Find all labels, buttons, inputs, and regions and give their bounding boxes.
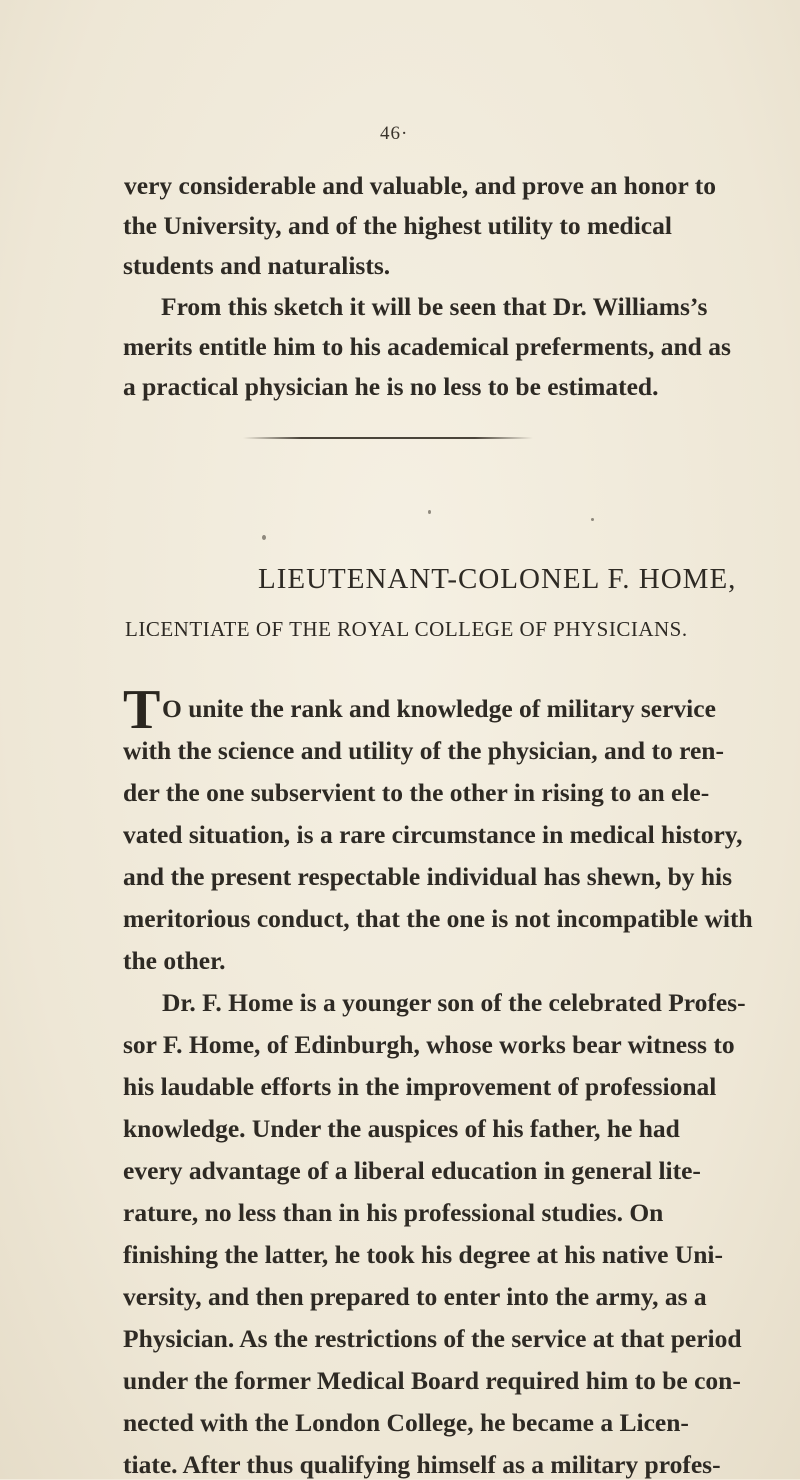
- text-line: der the one subservient to the other in rising to an ele-: [123, 778, 710, 807]
- text-line: sor F. Home, of Edinburgh, whose works bear witness to: [123, 1030, 735, 1059]
- text-line: his laudable efforts in the improvement of professional: [123, 1072, 717, 1101]
- text-line: students and naturalists.: [123, 251, 391, 280]
- text-line: nected with the London College, he became a Licen-: [123, 1408, 689, 1437]
- ink-speck: [428, 510, 431, 514]
- text-line: meritorious conduct, that the one is not incompatible with: [123, 904, 753, 933]
- ink-speck: [262, 535, 266, 540]
- section-subtitle: LICENTIATE OF THE ROYAL COLLEGE OF PHYSICIANS.: [125, 617, 688, 641]
- text-line: every advantage of a liberal education in general lite-: [123, 1156, 701, 1185]
- text-line: merits entitle him to his academical preferments, and as: [123, 332, 731, 361]
- section-divider-rule: [243, 437, 533, 439]
- text-line: rature, no less than in his professional studies. On: [123, 1198, 664, 1227]
- text-line: very considerable and valuable, and prove an honor to: [124, 171, 717, 200]
- text-line: Physician. As the restrictions of the service at that period: [123, 1324, 742, 1353]
- text-line: with the science and utility of the physician, and to ren-: [123, 736, 724, 765]
- text-line: versity, and then prepared to enter into the army, as a: [123, 1282, 707, 1311]
- text-line: a practical physician he is no less to be estimated.: [123, 372, 659, 401]
- text-line: finishing the latter, he took his degree at his native Uni-: [123, 1240, 723, 1269]
- text-line: O unite the rank and knowledge of military service: [162, 694, 716, 723]
- drop-cap: T: [123, 679, 161, 741]
- text-line: and the present respectable individual has shewn, by his: [123, 862, 733, 891]
- text-line: tiate. After thus qualifying himself as a military profes-: [123, 1450, 721, 1479]
- text-line: Dr. F. Home is a younger son of the celebrated Profes-: [162, 988, 746, 1017]
- page-number: 46·: [380, 123, 409, 144]
- text-line: the University, and of the highest utility to medical: [123, 211, 672, 240]
- text-line: knowledge. Under the auspices of his father, he had: [123, 1114, 680, 1143]
- ink-speck: [591, 518, 594, 521]
- text-line: vated situation, is a rare circumstance in medical history,: [123, 820, 743, 849]
- section-title: LIEUTENANT-COLONEL F. HOME,: [258, 563, 737, 595]
- text-line: the other.: [123, 946, 226, 975]
- text-line: under the former Medical Board required him to be con-: [123, 1366, 741, 1395]
- text-line: From this sketch it will be seen that Dr. Williams’s: [161, 292, 708, 321]
